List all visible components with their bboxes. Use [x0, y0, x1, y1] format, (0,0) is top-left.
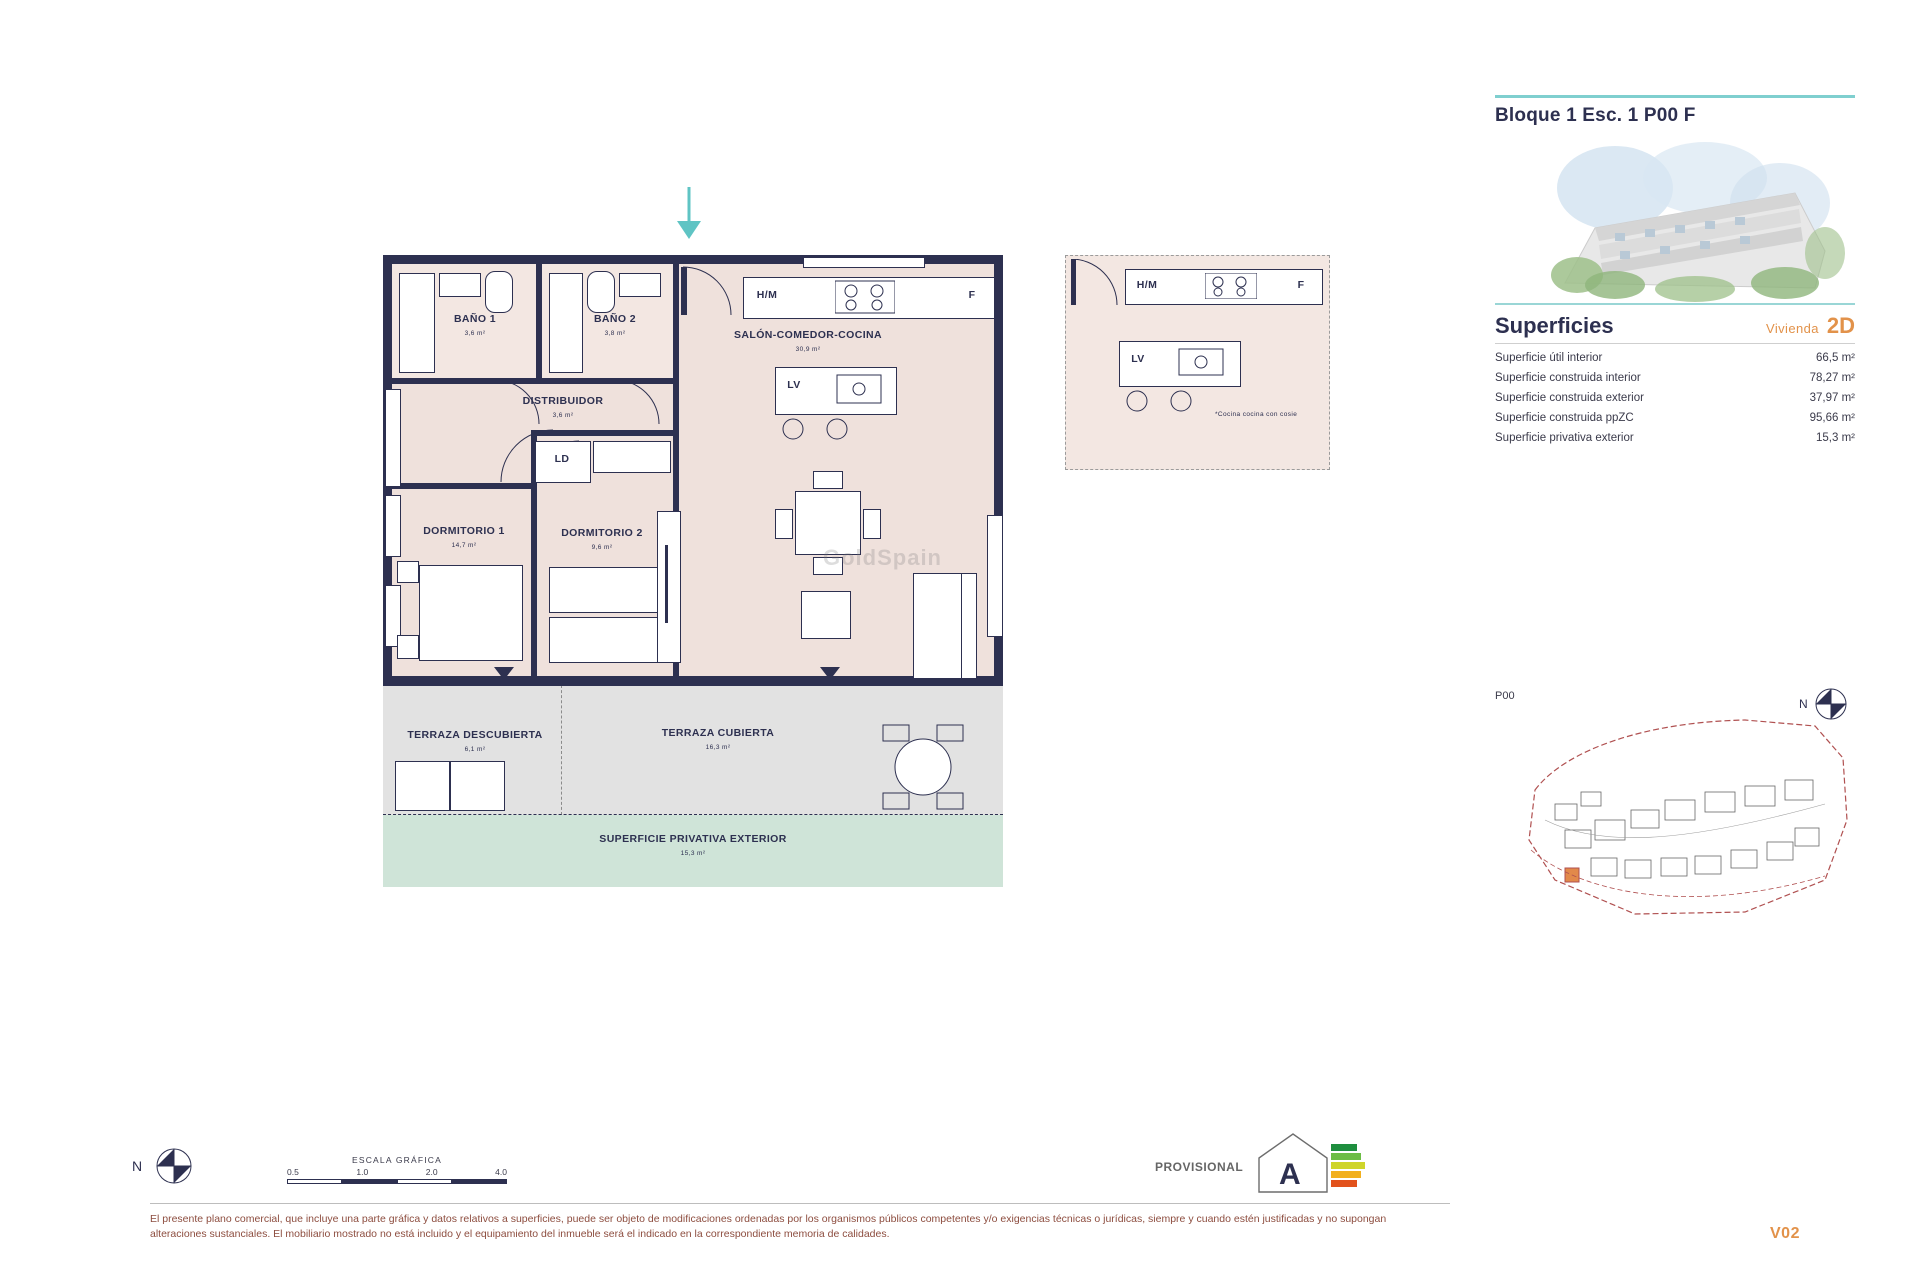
window-right-1 — [987, 515, 1003, 637]
scale-tick: 1.0 — [356, 1167, 369, 1177]
bano1-sink — [439, 273, 481, 297]
terrace-divider — [561, 685, 562, 815]
surface-row — [1495, 388, 1855, 408]
provisional-label: PROVISIONAL — [1155, 1160, 1244, 1174]
salon-label: SALÓN-COMEDOR-COCINA 30,9 m² — [734, 329, 882, 353]
svg-text:N: N — [1799, 697, 1808, 711]
kitchen-lv-label: LV — [787, 379, 801, 391]
surfaces-title: Superficies — [1495, 313, 1614, 338]
kitchen-detail-f: F — [1297, 279, 1305, 291]
hob-icon — [835, 279, 895, 315]
building-render — [1495, 133, 1855, 303]
version-label: V02 — [1770, 1225, 1800, 1242]
bano1-wc — [485, 271, 513, 313]
kitchen-detail-hm: H/M — [1136, 279, 1158, 291]
window-left-1 — [385, 389, 401, 487]
svg-text:A: A — [1279, 1158, 1301, 1191]
kitchen-detail-sink-icon — [1177, 345, 1227, 381]
dormitorio2-label: DORMITORIO 2 9,6 m² — [561, 527, 643, 551]
site-compass-icon — [1795, 680, 1855, 730]
watermark: GoldSpain — [823, 545, 942, 570]
surface-value: 66,5 m² — [1816, 352, 1855, 364]
graphic-scale — [287, 1155, 507, 1184]
surface-value: 15,3 m² — [1816, 432, 1855, 444]
distribuidor-label: DISTRIBUIDOR 3,6 m² — [522, 395, 604, 419]
surface-label: Superficie construida interior — [1495, 372, 1641, 384]
kitchen-detail-hob-icon — [1205, 273, 1257, 299]
surfaces-header — [1495, 313, 1855, 339]
window-top-1 — [803, 257, 925, 268]
scale-bar — [287, 1179, 507, 1184]
surface-value: 95,66 m² — [1809, 412, 1855, 424]
footer-compass-icon — [128, 1140, 200, 1194]
ld-label: LD — [554, 453, 570, 465]
surface-row — [1495, 428, 1855, 448]
terrace-arrow-2-icon — [820, 667, 840, 681]
panel-mid-rule — [1495, 303, 1855, 305]
bed-1 — [419, 565, 523, 661]
outdoor-table-icon — [875, 719, 971, 815]
panel-title: Bloque 1 Esc. 1 P00 F — [1495, 105, 1696, 126]
surface-label: Superficie útil interior — [1495, 352, 1603, 364]
surface-label: Superficie construida exterior — [1495, 392, 1644, 404]
surface-row — [1495, 408, 1855, 428]
kitchen-f-label: F — [968, 289, 976, 301]
kitchen-detail-lv: LV — [1131, 353, 1145, 365]
site-floor-label: P00 — [1495, 690, 1515, 702]
closet-dist — [593, 441, 671, 473]
entrance-arrow-icon — [675, 187, 703, 247]
dwelling-type: 2D — [1826, 313, 1855, 338]
floor-plan — [383, 255, 1003, 995]
footer-divider — [150, 1203, 1450, 1204]
wall-distribuidor-bottom — [392, 483, 532, 489]
terraza-cubierta-label: TERRAZA CUBIERTA 16,3 m² — [661, 727, 775, 751]
terrace-top-edge — [383, 685, 1003, 686]
door-entrance — [683, 267, 731, 315]
bano2-sink — [619, 273, 661, 297]
wardrobe-dorm2-door — [665, 545, 668, 623]
kitchen-hm-label: H/M — [756, 289, 778, 301]
bed-2b — [549, 617, 659, 663]
wardrobe-dorm2 — [657, 511, 681, 663]
energy-label-icon — [1253, 1130, 1371, 1198]
surface-value: 37,97 m² — [1809, 392, 1855, 404]
wall-bottom — [383, 676, 1003, 685]
surface-row — [1495, 368, 1855, 388]
scale-title: ESCALA GRÁFICA — [351, 1155, 443, 1165]
disclaimer-text: El presente plano comercial, que incluye una parte gráfica y datos relativos a superficies, puede ser objeto de modificaciones ordenadas por los organismos públicos competentes y/o exigencias técnicas o jurídicas, siempre y cuando estén justificadas y no supongan alteraciones sustanciales. El mobiliario mostrado no está incluido y el equipamiento del inmueble será el indicado en la correspondiente memoria de calidades. — [150, 1213, 1387, 1241]
kitchen-detail-diagram — [1065, 255, 1330, 470]
privative-exterior-label: SUPERFICIE PRIVATIVA EXTERIOR 15,3 m² — [599, 833, 787, 857]
scale-ticks — [287, 1167, 507, 1177]
panel-top-rule — [1495, 95, 1855, 98]
kitchen-note: *Cocina cocina con cosie — [1215, 411, 1298, 418]
chair-w — [775, 509, 793, 539]
dormitorio1-label: DORMITORIO 1 14,7 m² — [423, 525, 505, 549]
surface-row — [1495, 348, 1855, 368]
sofa-back — [961, 573, 977, 679]
kitchen-detail-door-icon — [1071, 259, 1119, 307]
scale-tick: 4.0 — [495, 1167, 507, 1177]
chair-e — [863, 509, 881, 539]
stools-icon — [779, 417, 889, 443]
nightstand-1b — [397, 635, 419, 659]
surface-label: Superficie construida ppZC — [1495, 412, 1634, 424]
scale-tick: 2.0 — [425, 1167, 438, 1177]
site-map — [1495, 690, 1865, 930]
surface-label: Superficie privativa exterior — [1495, 432, 1634, 444]
bano2-wc — [587, 271, 615, 313]
scale-tick: 0.5 — [287, 1167, 299, 1177]
surface-value: 78,27 m² — [1809, 372, 1855, 384]
info-panel — [1495, 95, 1855, 448]
svg-text:N: N — [132, 1158, 143, 1174]
terraza-descubierta-label: TERRAZA DESCUBIERTA 6,1 m² — [407, 729, 543, 753]
coffee-table — [801, 591, 851, 639]
bano1-label: BAÑO 1 3,6 m² — [453, 313, 497, 337]
bed-2 — [549, 567, 659, 613]
nightstand-1 — [397, 561, 419, 583]
dwelling-label: Vivienda — [1766, 321, 1819, 336]
chair-n — [813, 471, 843, 489]
sink-icon — [835, 371, 885, 409]
terrace-arrow-1-icon — [494, 667, 514, 681]
terrace-furniture-1b — [449, 761, 451, 811]
bano2-label: BAÑO 2 3,8 m² — [593, 313, 637, 337]
